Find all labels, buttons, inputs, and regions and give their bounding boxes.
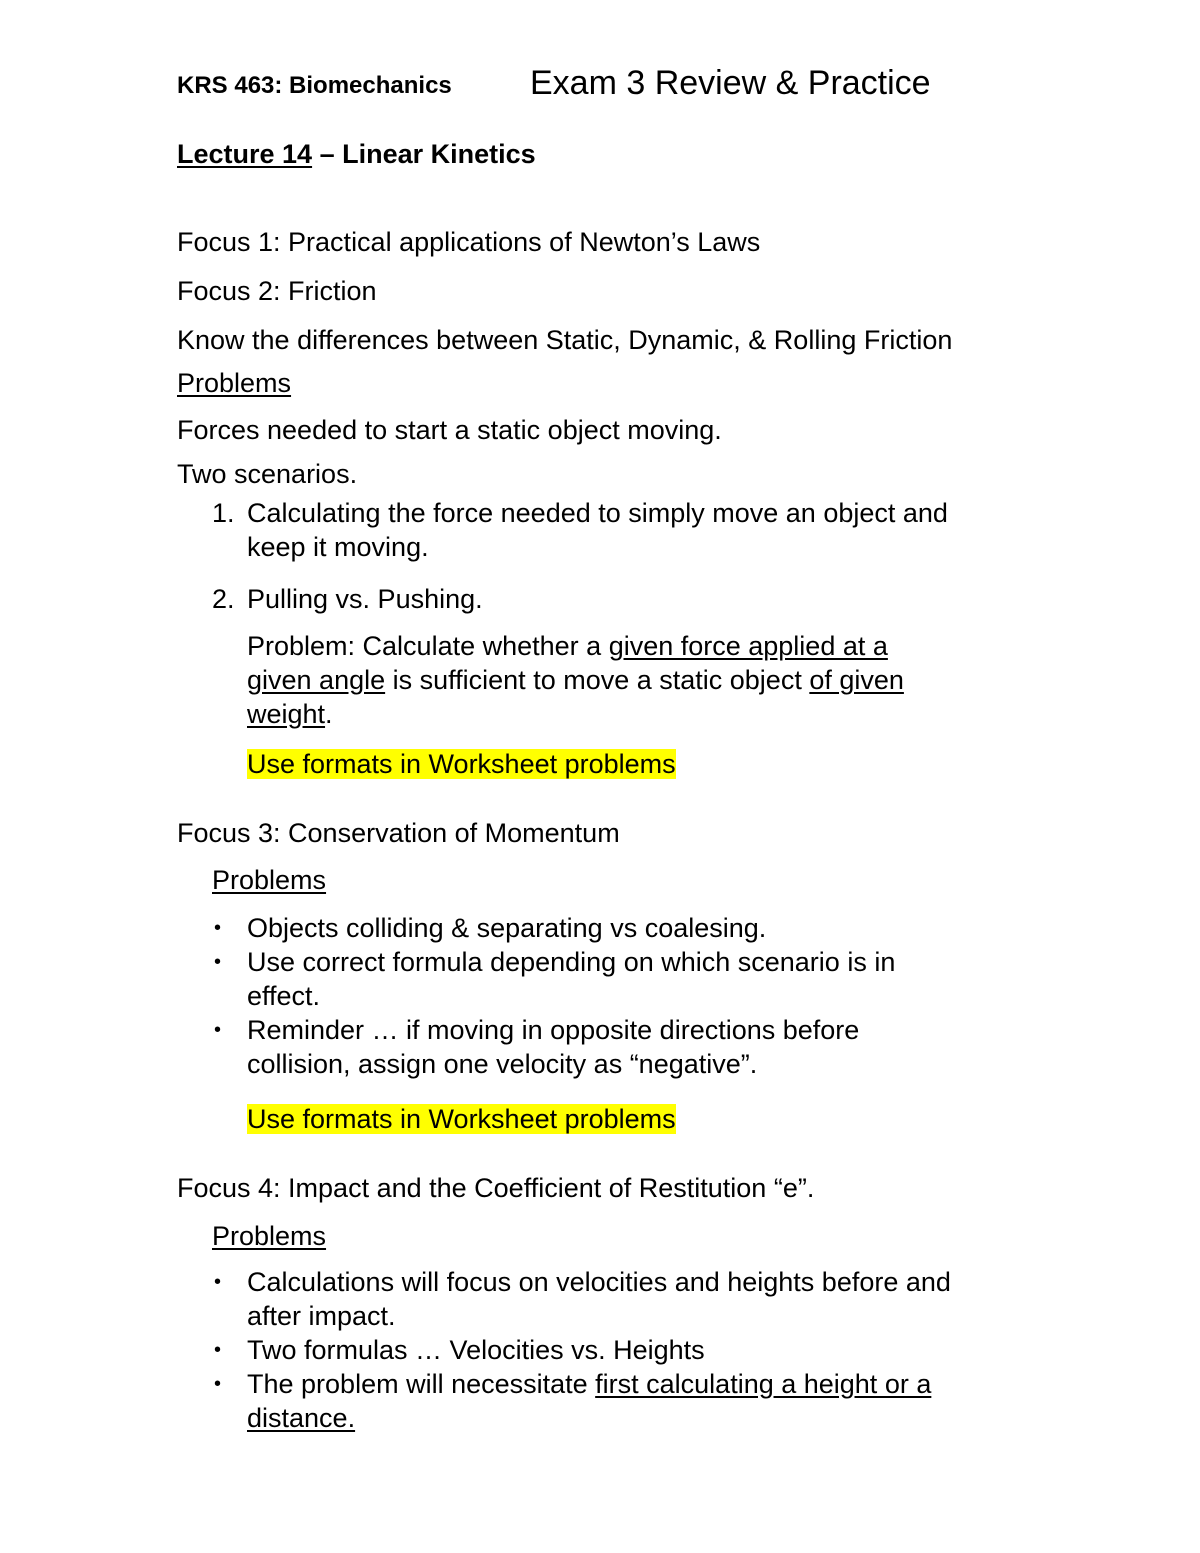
problem-text: is sufficient to move a static object — [385, 665, 810, 695]
problem-underline: given angle — [247, 665, 386, 695]
worksheet-note-1 — [247, 751, 676, 778]
problems-label-focus2: Problems — [177, 368, 292, 398]
bullet-icon: • — [214, 1373, 222, 1395]
bullet-text: The problem will necessitate — [247, 1369, 596, 1399]
focus1-heading: Focus 1: Practical applications of Newton’s Laws — [177, 227, 761, 257]
lecture-heading — [177, 141, 536, 168]
focus2-heading: Focus 2: Friction — [177, 276, 377, 306]
focus4-bullet-2: Two formulas … Velocities vs. Heights — [247, 1335, 705, 1365]
focus3-heading: Focus 3: Conservation of Momentum — [177, 818, 620, 848]
problem-statement-line2 — [247, 667, 904, 694]
focus4-bullet-1-line1: Calculations will focus on velocities and heights before and — [247, 1267, 951, 1297]
scenario-2-line1: Pulling vs. Pushing. — [247, 584, 483, 614]
lecture-label: Lecture 14 — [177, 139, 313, 169]
course-title: KRS 463: Biomechanics — [177, 72, 452, 99]
scenario-number: 1. — [212, 498, 235, 528]
problem-statement-line1 — [247, 633, 888, 660]
focus4-bullet-3-line2: distance. — [247, 1403, 356, 1433]
friction-note: Know the differences between Static, Dynamic, & Rolling Friction — [177, 325, 953, 355]
focus4-bullet-3-line1 — [247, 1371, 931, 1398]
exam-title: Exam 3 Review & Practice — [530, 64, 931, 102]
scenario-1-line1: Calculating the force needed to simply move an object and — [247, 498, 948, 528]
problem-statement-line3 — [247, 701, 333, 728]
focus3-bullet-2-line2: effect. — [247, 981, 321, 1011]
lecture-dash: – — [312, 139, 343, 169]
bullet-icon: • — [214, 1339, 222, 1361]
worksheet-note-2 — [247, 1106, 676, 1133]
scenario-1-line2: keep it moving. — [247, 532, 429, 562]
scenario-number: 2. — [212, 584, 235, 614]
forces-text: Forces needed to start a static object moving. — [177, 415, 722, 445]
focus3-bullet-1: Objects colliding & separating vs coalesing. — [247, 913, 767, 943]
focus3-bullet-3-line1: Reminder … if moving in opposite directions before — [247, 1015, 860, 1045]
focus4-bullet-1-line2: after impact. — [247, 1301, 396, 1331]
focus3-bullet-3-line2: collision, assign one velocity as “negative”. — [247, 1049, 758, 1079]
problem-text: . — [325, 699, 333, 729]
focus4-heading: Focus 4: Impact and the Coefficient of Restitution “e”. — [177, 1173, 815, 1203]
problem-underline: weight — [247, 699, 326, 729]
problem-text: Problem: Calculate whether a — [247, 631, 609, 661]
bullet-icon: • — [214, 1019, 222, 1041]
problem-underline: of given — [809, 665, 904, 695]
bullet-icon: • — [214, 917, 222, 939]
highlight: Use formats in Worksheet problems — [247, 749, 676, 779]
bullet-underline: first calculating a height or a — [595, 1369, 932, 1399]
problems-label-focus4: Problems — [212, 1221, 327, 1251]
two-scenarios: Two scenarios. — [177, 459, 358, 489]
problem-underline: given force applied at a — [608, 631, 888, 661]
bullet-icon: • — [214, 951, 222, 973]
focus3-bullet-2-line1: Use correct formula depending on which scenario is in — [247, 947, 896, 977]
highlight: Use formats in Worksheet problems — [247, 1104, 676, 1134]
lecture-topic: Linear Kinetics — [342, 139, 536, 169]
problems-label-focus3: Problems — [212, 865, 327, 895]
bullet-icon: • — [214, 1271, 222, 1293]
